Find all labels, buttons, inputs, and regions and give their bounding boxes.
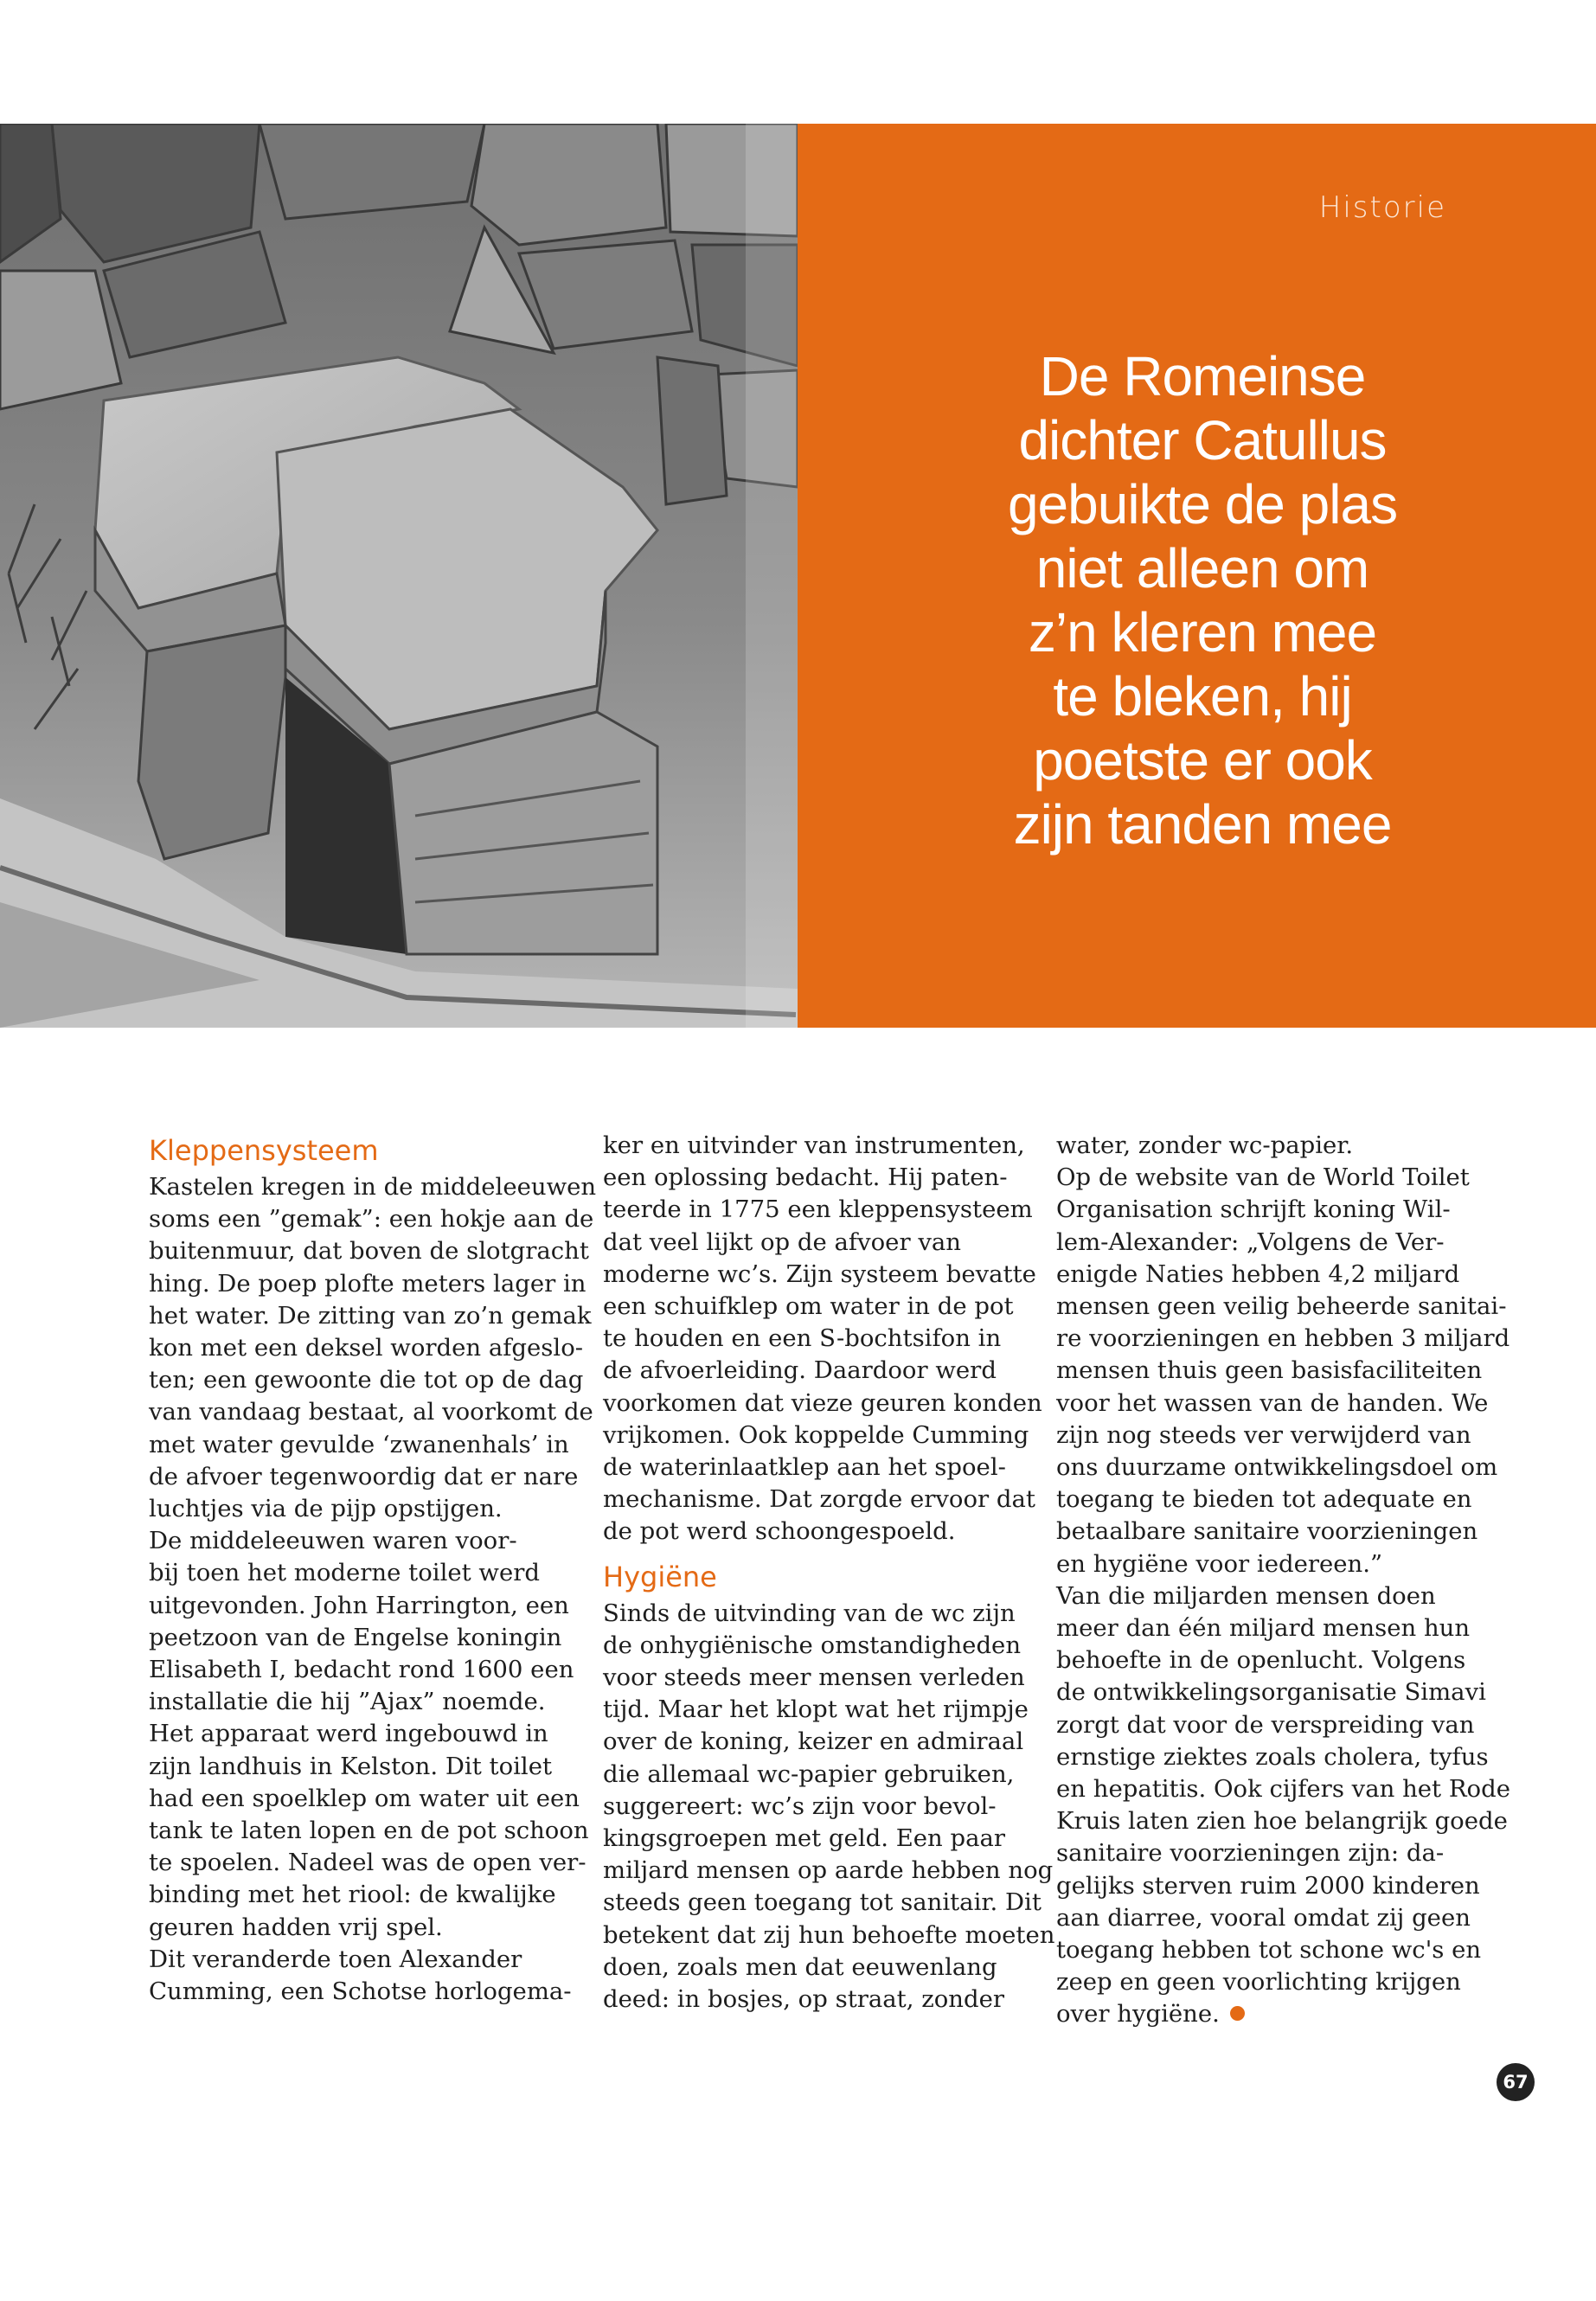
text-line: luchtjes via de pijp opstijgen. — [149, 1495, 503, 1523]
text-line: De middeleeuwen waren voor- — [149, 1527, 517, 1555]
text-line: zeep en geen voorlichting krijgen — [1056, 1968, 1461, 1997]
text-line: voor steeds meer mensen verleden — [603, 1663, 1025, 1692]
pull-quote-line: te bleken, hij — [1053, 665, 1352, 727]
text-line: doen, zoals men dat eeuwenlang — [603, 1952, 997, 1981]
article-column-2 — [603, 1130, 1055, 2016]
pull-quote-line: z’n kleren mee — [1028, 601, 1377, 663]
text-line: de afvoerleiding. Daardoor werd — [603, 1356, 997, 1385]
text-line: vrijkomen. Ook koppelde Cumming — [603, 1420, 1029, 1449]
text-line: de afvoer tegenwoordig dat er nare — [149, 1462, 579, 1490]
text-line: re voorzieningen en hebben 3 miljard — [1056, 1324, 1510, 1353]
text-line: over de koning, keizer en admiraal — [603, 1727, 1024, 1756]
column-2-text-bottom — [603, 1598, 1055, 2016]
text-line: lem-Alexander: „Volgens de Ver- — [1056, 1227, 1445, 1256]
text-line: die allemaal wc-papier gebruiken, — [603, 1759, 1015, 1788]
text-line: Van die miljarden mensen doen — [1056, 1581, 1436, 1610]
column-1-text — [149, 1171, 597, 2008]
text-line: Op de website van de World Toilet — [1056, 1163, 1470, 1192]
text-line: installatie die hij ”Ajax” noemde. — [149, 1688, 546, 1716]
text-line: peetzoon van de Engelse koningin — [149, 1623, 562, 1651]
text-line: betaalbare sanitaire voorzieningen — [1056, 1517, 1478, 1546]
text-line: water, zonder wc-papier. — [1056, 1131, 1354, 1159]
text-line: Sinds de uitvinding van de wc zijn — [603, 1599, 1016, 1627]
text-line: mechanisme. Dat zorgde ervoor dat — [603, 1485, 1035, 1514]
orange-dot-icon — [1230, 2006, 1245, 2021]
text-line: mensen thuis geen basisfaciliteiten — [1056, 1356, 1483, 1385]
text-line: ten; een gewoonte die tot op de dag — [149, 1366, 584, 1394]
text-line: te spoelen. Nadeel was de open ver- — [149, 1849, 586, 1877]
text-line: tijd. Maar het klopt wat het rijmpje — [603, 1695, 1029, 1724]
column-3-text — [1056, 1130, 1510, 2031]
text-line: toegang te bieden tot adequate en — [1056, 1485, 1472, 1514]
text-line: steeds geen toegang tot sanitair. Dit — [603, 1888, 1042, 1917]
text-line: tank te laten lopen en de pot schoon — [149, 1817, 589, 1845]
text-line: voor het wassen van de handen. We — [1056, 1388, 1489, 1417]
pull-quote-line: poetste er ook — [1033, 729, 1372, 792]
pull-quote-line: De Romeinse — [1039, 345, 1366, 407]
text-line: suggereert: wc’s zijn voor bevol- — [603, 1791, 997, 1820]
article-column-1 — [149, 1130, 597, 2008]
page-number: 67 — [1497, 2063, 1535, 2101]
text-line: Kastelen kregen in de middeleeuwen — [149, 1173, 597, 1201]
text-line: moderne wc’s. Zijn systeem bevatte — [603, 1259, 1036, 1288]
pull-quote-line: zijn tanden mee — [1013, 793, 1392, 856]
text-line: betekent dat zij hun behoefte moeten — [603, 1920, 1055, 1949]
pull-quote-line: dichter Catullus — [1018, 409, 1387, 471]
text-line: Elisabeth I, bedacht rond 1600 een — [149, 1656, 574, 1684]
section-label: Historie — [1318, 190, 1446, 225]
pull-quote-line: gebuikte de plas — [1007, 473, 1398, 535]
text-line: de onhygiënische omstandigheden — [603, 1631, 1022, 1659]
text-line: een schuifklep om water in de pot — [603, 1292, 1014, 1321]
text-line: te houden en een S-bochtsifon in — [603, 1324, 1002, 1353]
text-line: buitenmuur, dat boven de slotgracht — [149, 1237, 589, 1266]
column-2-text-top — [603, 1130, 1042, 1548]
text-line: toegang hebben tot schone wc's en — [1056, 1936, 1482, 1965]
text-line: dat veel lijkt op de afvoer van — [603, 1227, 961, 1256]
text-line: de pot werd schoongespoeld. — [603, 1517, 956, 1546]
text-line: van vandaag bestaat, al voorkomt de — [149, 1398, 593, 1426]
pull-quote — [952, 344, 1453, 856]
roman-toilet-photo — [0, 124, 798, 1028]
text-line: de ontwikkelingsorganisatie Simavi — [1056, 1678, 1486, 1707]
text-line: bij toen het moderne toilet werd — [149, 1559, 540, 1587]
text-line: ons duurzame ontwikkelingsdoel om — [1056, 1453, 1498, 1482]
text-line: over hygiëne. — [1056, 1998, 1489, 2030]
text-line: Het apparaat werd ingebouwd in — [149, 1720, 548, 1748]
text-line: meer dan één miljard mensen hun — [1056, 1614, 1471, 1643]
text-line: en hepatitis. Ook cijfers van het Rode — [1056, 1775, 1510, 1804]
text-line: teerde in 1775 een kleppensysteem — [603, 1195, 1033, 1224]
text-line: kon met een deksel worden afgeslo- — [149, 1334, 584, 1362]
section-heading-kleppensysteem: Kleppensysteem — [149, 1134, 379, 1167]
text-line: mensen geen veilig beheerde sanitai- — [1056, 1292, 1507, 1321]
text-line: zijn nog steeds ver verwijderd van — [1056, 1420, 1471, 1449]
text-line: zijn landhuis in Kelston. Dit toilet — [149, 1752, 553, 1780]
text-line: uitgevonden. John Harrington, een — [149, 1591, 569, 1619]
section-heading-hygiene: Hygiëne — [603, 1560, 717, 1593]
text-line: deed: in bosjes, op straat, zonder — [603, 1985, 1004, 2014]
text-line: Kruis laten zien hoe belangrijk goede — [1056, 1807, 1508, 1836]
text-line: soms een ”gemak”: een hokje aan de — [149, 1205, 594, 1234]
text-line: miljard mensen op aarde hebben nog — [603, 1856, 1054, 1885]
text-line: voorkomen dat vieze geuren konden — [603, 1388, 1042, 1417]
text-line: ernstige ziektes zoals cholera, tyfus — [1056, 1742, 1489, 1771]
text-line: ker en uitvinder van instrumenten, — [603, 1131, 1025, 1159]
text-line: Dit veranderde toen Alexander — [149, 1945, 522, 1973]
text-line: enigde Naties hebben 4,2 miljard — [1056, 1259, 1460, 1288]
text-line: het water. De zitting van zo’n gemak — [149, 1301, 592, 1330]
text-line: gelijks sterven ruim 2000 kinderen — [1056, 1871, 1480, 1900]
text-line: een oplossing bedacht. Hij paten- — [603, 1163, 1008, 1192]
text-line: aan diarree, vooral omdat zij geen — [1056, 1903, 1471, 1932]
text-line: zorgt dat voor de verspreiding van — [1056, 1710, 1475, 1739]
text-line: had een spoelklep om water uit een — [149, 1784, 580, 1812]
text-line: de waterinlaatklep aan het spoel- — [603, 1453, 1006, 1482]
text-line: kingsgroepen met geld. Een paar — [603, 1824, 1006, 1853]
text-line: Cumming, een Schotse horlogema- — [149, 1977, 572, 2006]
text-line: met water gevulde ‘zwanenhals’ in — [149, 1430, 569, 1458]
text-line: Organisation schrijft koning Wil- — [1056, 1195, 1451, 1224]
pull-quote-line: niet alleen om — [1035, 537, 1369, 599]
text-line: sanitaire voorzieningen zijn: da- — [1056, 1839, 1445, 1868]
text-line: geuren hadden vrij spel. — [149, 1913, 443, 1941]
text-line: binding met het riool: de kwalijke — [149, 1881, 556, 1909]
article-column-3 — [1056, 1130, 1510, 2031]
text-line: en hygiëne voor iedereen.” — [1056, 1549, 1383, 1578]
text-line: behoefte in de openlucht. Volgens — [1056, 1646, 1466, 1675]
text-line: hing. De poep plofte meters lager in — [149, 1269, 586, 1298]
